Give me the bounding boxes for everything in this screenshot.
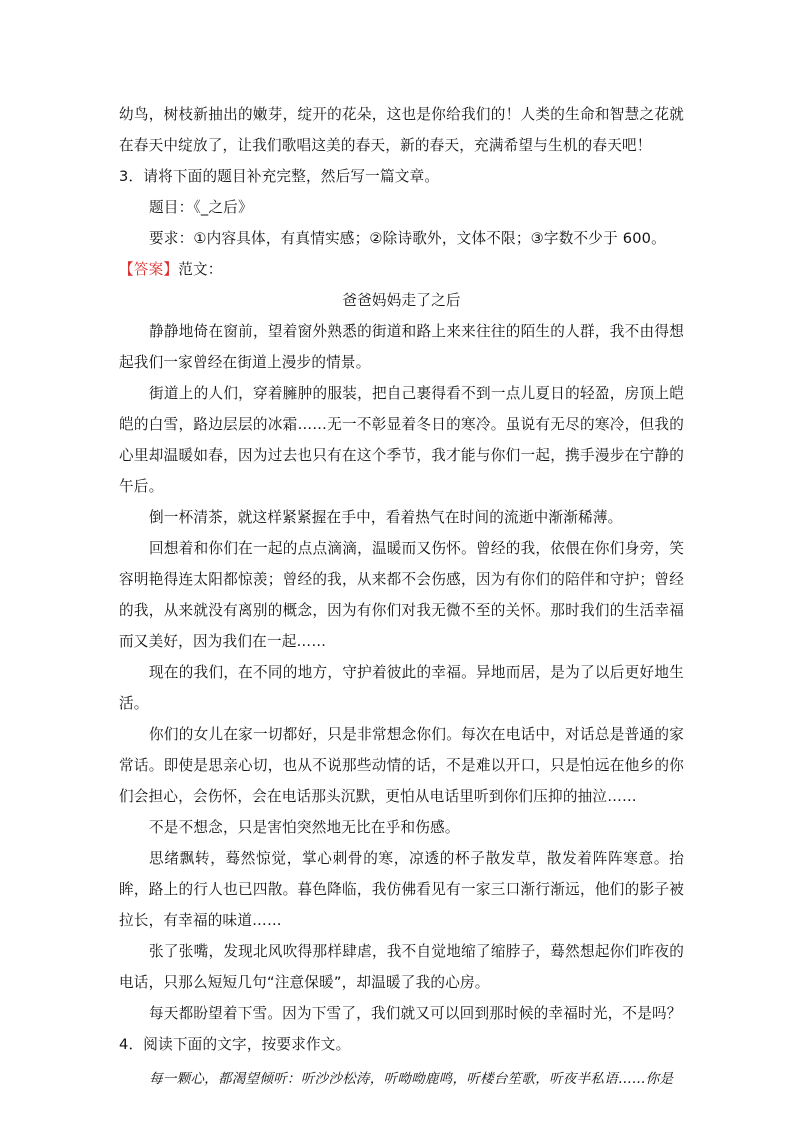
question-4: 4．阅读下面的文字，按要求作文。	[119, 1036, 351, 1053]
essay-paragraph-10: 每天都盼望着下雪。因为下雪了，我们就又可以回到那时候的幸福时光，不是吗？	[149, 1005, 682, 1022]
answer-tag: 【答案】	[119, 261, 179, 278]
essay-paragraph-3: 倒一杯清茶，就这样紧紧握在手中，看着热气在时间的流逝中渐渐稀薄。	[149, 509, 623, 526]
essay-paragraph-8: 思绪飘转，蓦然惊觉，掌心刺骨的寒，凉透的杯子散发草，散发着阵阵寒意。抬眸，路上的行人也已四散。暮色降临，我仿佛看见有一家三口渐行渐远，他们的影子被拉长，有幸福的味道……	[119, 850, 684, 929]
question-3-requirements: 要求：①内容具体，有真情实感；②除诗歌外，文体不限；③字数不少于 600。	[149, 230, 666, 247]
essay-title: 爸爸妈妈走了之后	[342, 292, 461, 309]
essay-paragraph-1: 静静地倚在窗前，望着窗外熟悉的街道和路上来来往往的陌生的人群，我不由得想起我们一家曾经在街道上漫步的情景。	[119, 323, 684, 371]
essay-paragraph-4: 回想着和你们在一起的点点滴滴，温暖而又伤怀。曾经的我，依偎在你们身旁，笑容明艳得连太阳都惊羡；曾经的我，从来都不会伤感，因为有你们的陪伴和守护；曾经的我，从来就没有离别的概念，因为有你们对我无微不至的关怀。那时我们的生活幸福而又美好，因为我们在一起……	[119, 540, 684, 650]
question-3-title: 题目：《_之后》	[149, 199, 253, 216]
essay-paragraph-5: 现在的我们，在不同的地方，守护着彼此的幸福。异地而居，是为了以后更好地生活。	[119, 664, 684, 712]
essay-paragraph-2: 街道上的人们，穿着臃肿的服装，把自己裹得看不到一点儿夏日的轻盈，房顶上皑皑的白雪，路边层层的冰霜……无一不彰显着冬日的寒冷。虽说有无尽的寒冷，但我的心里却温暖如春，因为过去也只有在这个季节，我才能与你们一起，携手漫步在宁静的午后。	[119, 385, 684, 495]
page-content	[119, 99, 684, 1095]
question-4-text: 每一颗心，都渴望倾听：听沙沙松涛，听呦呦鹿鸣，听楼台笙歌，听夜半私语……你是	[149, 1071, 674, 1087]
essay-paragraph-7: 不是不想念，只是害怕突然地无比在乎和伤感。	[149, 819, 460, 836]
essay-paragraph-6: 你们的女儿在家一切都好，只是非常想念你们。每次在电话中，对话总是普通的家常话。即使是思亲心切，也从不说那些动情的话，不是难以开口，只是怕远在他乡的你们会担心，会伤怀，会在电话那头沉默，更怕从电话里听到你们压抑的抽泣……	[119, 726, 684, 805]
essay-paragraph-9: 张了张嘴，发现北风吹得那样肆虐，我不自觉地缩了缩脖子，蓦然想起你们昨夜的电话，只那么短短几句“注意保暖”，却温暖了我的心房。	[119, 943, 684, 991]
answer-text: 范文：	[178, 261, 223, 278]
answer-line	[119, 254, 684, 285]
intro-paragraph: 幼鸟，树枝新抽出的嫩芽，绽开的花朵，这也是你给我们的！人类的生命和智慧之花就在春天中绽放了，让我们歌唱这美的春天，新的春天，充满希望与生机的春天吧！	[119, 106, 684, 154]
question-3: 3．请将下面的题目补充完整，然后写一篇文章。	[119, 168, 440, 185]
